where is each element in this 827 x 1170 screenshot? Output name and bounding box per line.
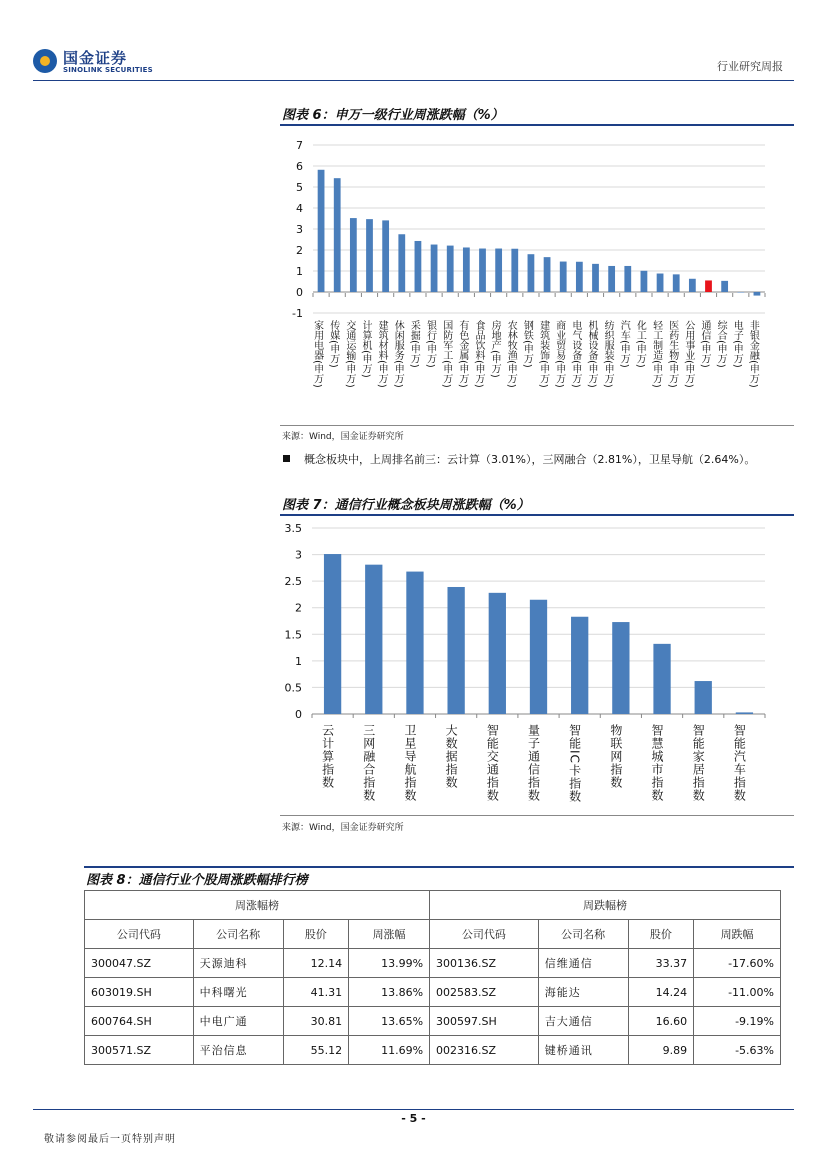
- y-tick-label: 3: [296, 223, 303, 236]
- gain-change: 13.86%: [349, 978, 430, 1007]
- x-tick-label: 计算机(申万): [360, 320, 371, 378]
- stock-ranking-table: [84, 890, 781, 1065]
- bar: [463, 247, 470, 292]
- concept-summary: [282, 451, 792, 469]
- loss-change: -5.63%: [694, 1036, 781, 1065]
- y-tick-label: 0: [295, 708, 302, 721]
- gain-name: 中科曙光: [193, 978, 283, 1007]
- figure6-title: 图表 6：申万一级行业周涨跌幅（%）: [282, 108, 504, 123]
- bar: [382, 220, 389, 292]
- loss-price: 14.24: [628, 978, 694, 1007]
- bar: [334, 178, 341, 292]
- loss-change: -17.60%: [694, 949, 781, 978]
- bar: [641, 271, 648, 292]
- bar: [365, 565, 382, 714]
- x-tick-label: 物联网指数: [608, 724, 623, 789]
- header-rule: [33, 80, 794, 81]
- bar: [447, 587, 464, 714]
- bar: [366, 219, 373, 292]
- x-tick-label: 化工(申万): [634, 320, 646, 368]
- x-tick-label: 综合(申万): [715, 320, 727, 368]
- bar: [350, 218, 357, 292]
- loss-name: 吉大通信: [538, 1007, 628, 1036]
- gain-name: 平治信息: [193, 1036, 283, 1065]
- bar: [447, 246, 454, 292]
- loss-name: 键桥通讯: [538, 1036, 628, 1065]
- y-tick-label: 5: [296, 181, 303, 194]
- logo-text-cn: 国金证券: [63, 49, 128, 67]
- table-row: [85, 949, 781, 978]
- col-header: 公司代码: [85, 920, 194, 949]
- figure7-source: 来源：Wind，国金证券研究所: [282, 823, 404, 833]
- gain-change: 13.65%: [349, 1007, 430, 1036]
- table-row: [85, 978, 781, 1007]
- x-tick-label: 农林牧渔(申万): [505, 320, 517, 388]
- page-number: - 5 -: [401, 1112, 426, 1125]
- loss-code: 300597.SH: [430, 1007, 539, 1036]
- y-tick-label: 0.5: [284, 681, 302, 695]
- bar: [721, 281, 728, 292]
- y-tick-label: 7: [296, 139, 303, 152]
- x-tick-label: 智能IC卡指数: [567, 724, 582, 803]
- x-tick-label: 国防军工(申万): [440, 320, 452, 388]
- x-tick-label: 房地产(申万): [489, 320, 501, 378]
- y-tick-label: 0: [296, 286, 303, 299]
- gain-name: 天源迪科: [193, 949, 283, 978]
- figure7-title: 图表 7：通信行业概念板块周涨跌幅（%）: [282, 498, 530, 513]
- loss-change: -11.00%: [694, 978, 781, 1007]
- y-tick-label: 2: [296, 244, 303, 257]
- x-tick-label: 传媒(申万): [327, 320, 339, 368]
- gain-change: 13.99%: [349, 949, 430, 978]
- y-tick-label: 1.5: [284, 628, 302, 642]
- x-tick-label: 通信(申万): [699, 320, 710, 368]
- table-column-header-row: [85, 920, 781, 949]
- bar: [624, 266, 631, 292]
- x-tick-label: 银行(申万): [424, 320, 436, 368]
- gain-price: 30.81: [283, 1007, 349, 1036]
- bar: [657, 274, 664, 292]
- loss-price: 33.37: [628, 949, 694, 978]
- x-tick-label: 云计算指数: [320, 724, 335, 789]
- bar: [736, 712, 753, 714]
- figure6-bottom-rule: [280, 425, 794, 426]
- figure8-title: 图表 8：通信行业个股周涨跌幅排行榜: [86, 873, 308, 888]
- col-header: 股价: [283, 920, 349, 949]
- x-tick-label: 大数据指数: [444, 724, 459, 789]
- y-tick-label: 3.5: [284, 522, 302, 535]
- bar: [544, 257, 551, 292]
- x-tick-label: 钢铁(申万): [521, 320, 533, 368]
- loss-code: 300136.SZ: [430, 949, 539, 978]
- gain-header: 周涨幅榜: [85, 891, 430, 920]
- bar: [318, 170, 325, 292]
- x-tick-label: 量子通信指数: [526, 724, 541, 802]
- bar: [612, 622, 629, 714]
- figure8-top-rule: [84, 866, 794, 868]
- x-tick-label: 食品饮料(申万): [473, 320, 484, 388]
- figure7-title-rule: [280, 514, 794, 516]
- table-row: [85, 1007, 781, 1036]
- bar: [489, 593, 506, 714]
- gain-name: 中电广通: [193, 1007, 283, 1036]
- bar: [576, 262, 583, 292]
- x-tick-label: 智能家居指数: [691, 724, 706, 802]
- x-tick-label: 建筑材料(申万): [376, 320, 388, 388]
- x-tick-label: 智慧城市指数: [650, 724, 665, 802]
- loss-header: 周跌幅榜: [430, 891, 781, 920]
- x-tick-label: 智能汽车指数: [732, 724, 747, 802]
- col-header: 公司代码: [430, 920, 539, 949]
- bar: [653, 644, 670, 714]
- x-tick-label: 有色金属(申万): [456, 320, 468, 388]
- x-tick-label: 卫星导航指数: [402, 724, 417, 802]
- col-header: 股价: [628, 920, 694, 949]
- gain-price: 12.14: [283, 949, 349, 978]
- x-tick-label: 公用事业(申万): [682, 320, 694, 388]
- col-header: 公司名称: [538, 920, 628, 949]
- bar: [592, 264, 599, 292]
- col-header: 周跌幅: [694, 920, 781, 949]
- bar: [705, 280, 712, 292]
- gain-price: 55.12: [283, 1036, 349, 1065]
- gain-price: 41.31: [283, 978, 349, 1007]
- x-tick-label: 交通运输(申万): [343, 320, 355, 388]
- report-type: 行业研究周报: [717, 60, 783, 73]
- x-tick-label: 商业贸易(申万): [553, 320, 565, 388]
- gain-code: 603019.SH: [85, 978, 194, 1007]
- x-tick-label: 医药生物(申万): [666, 320, 678, 388]
- chart-industry-weekly-change: [280, 130, 794, 425]
- bar: [406, 572, 423, 714]
- x-tick-label: 非银金融(申万): [747, 320, 759, 388]
- x-tick-label: 建筑装饰(申万): [537, 320, 549, 388]
- bar: [571, 617, 588, 714]
- bar: [495, 249, 502, 292]
- col-header: 公司名称: [193, 920, 283, 949]
- x-tick-label: 纺织服装(申万): [602, 320, 614, 388]
- loss-price: 16.60: [628, 1007, 694, 1036]
- y-tick-label: 1: [296, 265, 303, 278]
- y-tick-label: 1: [295, 654, 302, 668]
- bar: [431, 245, 438, 292]
- logo-text-en: SINOLINK SECURITIES: [63, 66, 153, 74]
- bar: [754, 292, 761, 296]
- concept-summary-text: 概念板块中，上周排名前三：云计算（3.01%），三网融合（2.81%），卫星导航（2.64%）。: [304, 453, 756, 466]
- bar: [608, 266, 615, 292]
- y-tick-label: -1: [292, 307, 303, 320]
- x-tick-label: 采掘(申万): [408, 320, 420, 368]
- gain-code: 600764.SH: [85, 1007, 194, 1036]
- x-tick-label: 智能交通指数: [485, 724, 500, 802]
- col-header: 周涨幅: [349, 920, 430, 949]
- x-tick-label: 电气设备(申万): [569, 320, 581, 388]
- gain-code: 300571.SZ: [85, 1036, 194, 1065]
- figure7-bottom-rule: [280, 815, 794, 816]
- x-tick-label: 电子(申万): [731, 320, 743, 368]
- bar: [511, 249, 518, 292]
- footer-disclaimer: 敬请参阅最后一页特别声明: [44, 1134, 176, 1145]
- loss-name: 信维通信: [538, 949, 628, 978]
- y-tick-label: 6: [296, 160, 303, 173]
- bar: [398, 234, 405, 292]
- x-tick-label: 机械设备(申万): [586, 320, 597, 388]
- x-tick-label: 休闲服务(申万): [392, 320, 404, 388]
- loss-code: 002316.SZ: [430, 1036, 539, 1065]
- bar: [530, 600, 547, 714]
- loss-price: 9.89: [628, 1036, 694, 1065]
- bar: [415, 241, 422, 292]
- loss-code: 002583.SZ: [430, 978, 539, 1007]
- y-tick-label: 4: [296, 202, 303, 215]
- bar: [737, 292, 744, 293]
- bar: [673, 274, 680, 292]
- x-tick-label: 家用电器(申万): [311, 320, 323, 388]
- table-row: [85, 1036, 781, 1065]
- x-tick-label: 三网融合指数: [361, 724, 376, 802]
- gain-change: 11.69%: [349, 1036, 430, 1065]
- loss-change: -9.19%: [694, 1007, 781, 1036]
- y-tick-label: 3: [295, 548, 302, 562]
- y-tick-label: 2.5: [284, 575, 302, 589]
- bar: [695, 681, 712, 714]
- bar: [560, 262, 567, 292]
- figure6-title-rule: [280, 124, 794, 126]
- gain-code: 300047.SZ: [85, 949, 194, 978]
- bar: [689, 279, 696, 292]
- table-group-header-row: [85, 891, 781, 920]
- y-tick-label: 2: [295, 601, 302, 615]
- figure6-source: 来源：Wind，国金证券研究所: [282, 432, 404, 442]
- bar: [528, 254, 535, 292]
- chart-concept-weekly-change: [280, 518, 794, 814]
- footer-rule: [33, 1109, 794, 1110]
- company-logo-icon: [33, 49, 57, 73]
- bar: [479, 249, 486, 292]
- loss-name: 海能达: [538, 978, 628, 1007]
- x-tick-label: 轻工制造(申万): [650, 320, 662, 388]
- x-tick-label: 汽车(申万): [618, 320, 630, 368]
- bar: [324, 554, 341, 714]
